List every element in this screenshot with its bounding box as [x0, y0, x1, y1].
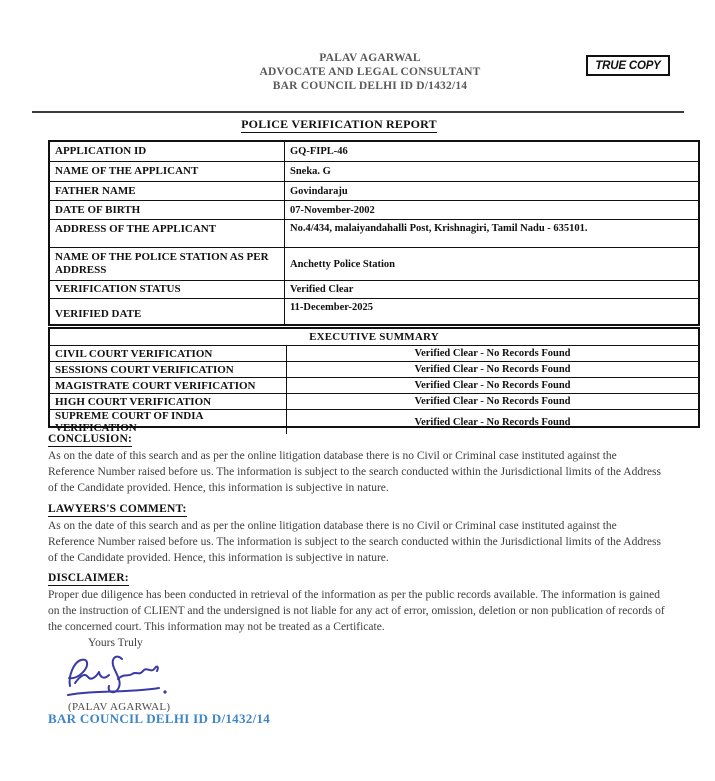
- signature-ink-icon: [62, 650, 187, 702]
- row-label: NAME OF THE APPLICANT: [50, 162, 285, 181]
- row-label: MAGISTRATE COURT VERIFICATION: [50, 378, 287, 393]
- table-row: [50, 378, 698, 394]
- row-label: HIGH COURT VERIFICATION: [50, 394, 287, 409]
- table-row: [50, 410, 698, 434]
- row-value: GQ-FIPL-46: [290, 146, 348, 157]
- row-value: Govindaraju: [290, 185, 348, 197]
- row-label: DATE OF BIRTH: [50, 201, 285, 219]
- row-value: Verified Clear - No Records Found: [414, 364, 571, 375]
- handwritten-signature: [62, 650, 187, 707]
- row-label: SUPREME COURT OF INDIA VERIFICATION: [50, 410, 287, 434]
- table-row: [50, 394, 698, 410]
- horizontal-divider: [32, 111, 684, 113]
- true-copy-stamp-label: TRUE COPY: [595, 59, 661, 72]
- row-value: Verified Clear - No Records Found: [414, 416, 571, 428]
- conclusion-heading: CONCLUSION:: [48, 433, 132, 445]
- row-label: NAME OF THE POLICE STATION AS PER ADDRESS: [50, 248, 285, 280]
- row-value: Anchetty Police Station: [290, 258, 395, 270]
- row-label: APPLICATION ID: [50, 142, 285, 161]
- row-value: 11-December-2025: [290, 302, 373, 313]
- conclusion-body: As on the date of this search and as per the online litigation database there is no Civil or Criminal case instituted against the Reference Number raised before us. The information is subject to the search conducted within the Jurisdictional limits of the Address of the Candidate provided. Hence, this information is subjective in nature.: [48, 450, 661, 495]
- row-label: ADDRESS OF THE APPLICANT: [50, 220, 285, 247]
- row-value: Verified Clear: [290, 284, 354, 295]
- letterhead-name: PALAV AGARWAL: [319, 52, 421, 64]
- table-row: [50, 281, 698, 299]
- bar-council-id: BAR COUNCIL DELHI ID D/1432/14: [48, 711, 271, 726]
- row-value: Verified Clear - No Records Found: [414, 396, 571, 407]
- report-title: POLICE VERIFICATION REPORT: [241, 117, 437, 131]
- row-label: SESSIONS COURT VERIFICATION: [50, 362, 287, 377]
- lawyers-comment-body: As on the date of this search and as per the online litigation database there is no Civil or Criminal case instituted against the Reference Number raised before us. The information is subject to the search conducted within the Jurisdictional limits of the Address of the Candidate provided. Hence, this information is subjective in nature.: [48, 520, 661, 565]
- disclaimer-heading: DISCLAIMER:: [48, 572, 129, 584]
- row-value: Verified Clear - No Records Found: [414, 348, 571, 359]
- row-label: VERIFIED DATE: [50, 299, 285, 324]
- row-value: 07-November-2002: [290, 204, 375, 216]
- table-row: [50, 299, 698, 324]
- closing-text: Yours Truly: [88, 637, 143, 649]
- applicant-details-table: [48, 140, 700, 326]
- table-row: [50, 201, 698, 220]
- disclaimer-body: Proper due diligence has been conducted in retrieval of the information as per the public records available. The information is gained on the instruction of CLIENT and the undersigned is not liable for any act of error, omission, deletion or non publication of records of the concerned court. This information may not be treated as a Certificate.: [48, 589, 665, 634]
- table-row: [50, 362, 698, 378]
- signatory-name: (PALAV AGARWAL): [68, 701, 171, 713]
- row-label: CIVIL COURT VERIFICATION: [50, 346, 287, 361]
- table-row: [50, 248, 698, 281]
- row-label: VERIFICATION STATUS: [50, 281, 285, 298]
- table-row: [50, 220, 698, 248]
- table-row: [50, 142, 698, 162]
- letterhead-bar-id: BAR COUNCIL DELHI ID D/1432/14: [272, 80, 468, 92]
- letterhead-designation: ADVOCATE AND LEGAL CONSULTANT: [259, 66, 481, 78]
- row-value: No.4/434, malaiyandahalli Post, Krishnagiri, Tamil Nadu - 635101.: [290, 223, 588, 234]
- row-label: FATHER NAME: [50, 182, 285, 200]
- table-row: [50, 182, 698, 201]
- table-row: [50, 346, 698, 362]
- lawyers-comment-heading: LAWYERS'S COMMENT:: [48, 503, 187, 515]
- row-value: Verified Clear - No Records Found: [414, 380, 571, 391]
- executive-summary-table: [48, 327, 700, 434]
- row-value: Sneka. G: [290, 166, 331, 177]
- table-row: [50, 162, 698, 182]
- executive-summary-header: EXECUTIVE SUMMARY: [50, 329, 698, 346]
- true-copy-stamp: [586, 55, 670, 76]
